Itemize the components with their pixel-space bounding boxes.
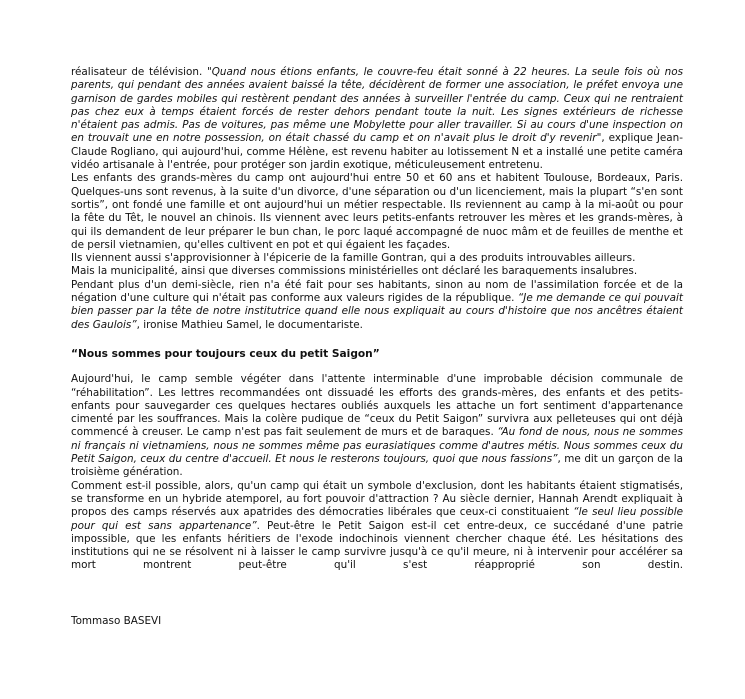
- quote-text: “le seul lieu possible pour qui est sans appartenance”: [71, 506, 683, 532]
- quote-text: “Je me demande ce qui pouvait bien passer par la tête de notre institutrice quand elle nous expliquait au cours d'histoire que nos ancêtres étaient des Gaulois”: [71, 292, 683, 331]
- body-text: , me dit un garçon de la troisième génération.: [71, 453, 683, 479]
- quote-text: "Quand nous étions enfants, le couvre-feu était sonné à 22 heures. La seule fois où nos parents, qui pendant des années avaient baissé la tête, décidèrent de former une association, le préfet envoya une garnison de gardes mobiles qui restèrent pendant des années à surveiller l'entrée du camp. Ceux qui ne rentraient pas chez eux à temps étaient forcés de rester dehors pendant toute la nuit. Les signes extérieurs de richesse n'étaient pas admis. Pas de voitures, pas même une Mobylette pour aller travailler. Si au cours d'une inspection on en trouvait une en notre possession, on était chassé du camp et on n'avait plus le droit d'y revenir": [71, 66, 683, 145]
- body-text: Les enfants des grands-mères du camp ont aujourd'hui entre 50 et 60 ans et habitent Toulouse, Bordeaux, Paris. Quelques-uns sont revenus, à la suite d'un divorce, d'une séparation ou d'un licenciement, mais la plupart “s'en sont sortis”, ont fondé une famille et ont aujourd'hui un métier respectable. Ils reviennent au camp à la mi-août ou pour la fête du Têt, le nouvel an chinois. Ils viennent avec leurs petits-enfants retrouver les mères et les grands-mères, à qui ils demandent de leur préparer le bun chan, le porc laqué accompagné de nuoc mâm et de feuilles de menthe et de persil vietnamien, qu'elles cultivent en pot et qui égaient les façades.: [71, 172, 683, 251]
- paragraph: [71, 265, 683, 278]
- article: [71, 66, 683, 628]
- paragraph: [71, 66, 683, 172]
- body-text: Comment est-il possible, alors, qu'un camp qui était un symbole d'exclusion, dont les habitants étaient stigmatisés, se transforme en un hybride atemporel, au fort pouvoir d'attraction ? Au siècle dernier, Hannah Arendt expliquait à propos des camps réservés aux apatrides des démocraties libérales que ceux-ci constituaient: [71, 479, 683, 519]
- paragraph: [71, 252, 683, 265]
- section-heading: “Nous sommes pour toujours ceux du petit Saigon”: [71, 347, 380, 360]
- body-text: Aujourd'hui, le camp semble végéter dans l'attente interminable d'une improbable décision communale de “réhabilitation”. Les lettres recommandées ont dissuadé les efforts des grands-mères, des enfants et des petits-enfants pour sauvegarder ces quelques hectares oubliés auxquels les attache un fort sentiment d'appartenance cimenté par les souffrances. Mais la colère pudique de “ceux du Petit Saigon” survivra aux pelleteuses qui ont déjà commencé à creuser. Le camp n'est pas fait seulement de murs et de baraques.: [71, 373, 683, 439]
- paragraph: [71, 172, 683, 252]
- body-text: Ils viennent aussi s'approvisionner à l'épicerie de la famille Gontran, qui a des produits introuvables ailleurs.: [71, 252, 636, 265]
- author-signature: Tommaso BASEVI: [71, 614, 162, 627]
- body-text: réalisateur de télévision.: [71, 66, 207, 78]
- body-text: , explique Jean-Claude Rogliano, qui aujourd'hui, comme Hélène, est revenu habiter au lotissement N et a installé une petite caméra vidéo artisanale à l'entrée, pour protéger son jardin exotique, méticuleusement entretenu.: [71, 132, 683, 172]
- paragraph: [71, 480, 683, 573]
- body-text: , ironise Mathieu Samel, le documentariste.: [136, 318, 363, 331]
- paragraph: [71, 279, 683, 332]
- quote-text: “Au fond de nous, nous ne sommes ni français ni vietnamiens, nous ne sommes même pas eurasiatiques comme d'autres métis. Nous sommes ceux du Petit Saigon, ceux du centre d'accueil. Et nous le resterons toujours, quoi que nous fassions”: [71, 426, 683, 466]
- body-text: . Peut-être le Petit Saigon est-il cet entre-deux, ce succédané d'une patrie impossible, que les enfants héritiers de l'exode indochinois viennent chercher chaque été. Les hésitations des institutions qui ne se résolvent ni à laisser le camp survivre jusqu'à ce qu'il meure, ni à intervenir pour accélérer sa mort montrent peut-être qu'il s'est réapproprié son destin.: [71, 519, 683, 572]
- paragraph: [71, 373, 683, 479]
- body-text: Mais la municipalité, ainsi que diverses commissions ministérielles ont déclaré les baraquements insalubres.: [71, 265, 638, 278]
- body-text: Pendant plus d'un demi-siècle, rien n'a été fait pour ses habitants, sinon au nom de l'assimilation forcée et de la négation d'une culture qui n'était pas conforme aux valeurs rigides de la république.: [71, 278, 683, 305]
